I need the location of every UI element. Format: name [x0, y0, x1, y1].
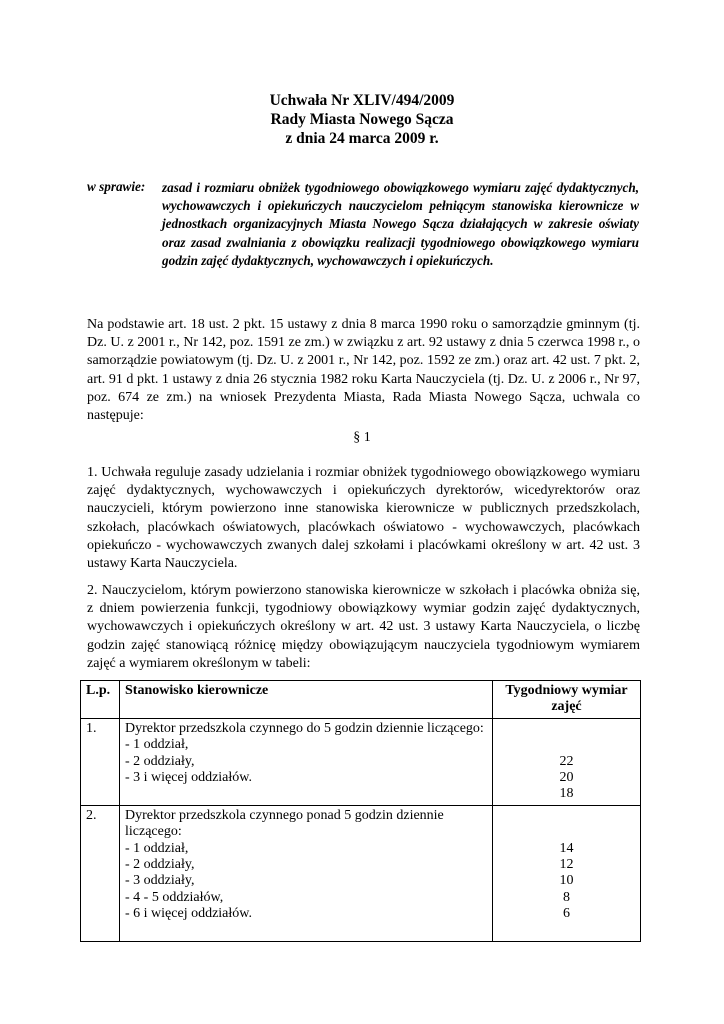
row-position: [120, 805, 493, 941]
hours-value: 20: [559, 770, 574, 786]
resolution-date: z dnia 24 marca 2009 r.: [285, 130, 439, 147]
row-title: Dyrektor przedszkola czynnego do 5 godzin dziennie liczącego:: [125, 720, 484, 736]
row-item: - 2 oddziały,: [125, 857, 195, 873]
hours-value: 14: [559, 840, 574, 856]
subject-label: w sprawie:: [87, 179, 146, 194]
header-lp: L.p.: [81, 681, 120, 719]
hours-value: 8: [563, 889, 570, 905]
table-row: [81, 805, 641, 941]
council-name: Rady Miasta Nowego Sącza: [270, 111, 454, 128]
point-2-paragraph: 2. Nauczycielom, którym powierzono stanowiska kierownicze w szkołach i placówka obniża się, z dniem powierzenia funkcji, tygodniowy obowiązkowy wymiar godzin zajęć dydaktycznych, wychowawczych i opiekuńczych określony w art. 42 ust. 3 ustawy Karta Nauczyciela, o liczbę godzin zajęć stanowiącą różnicę między obowiązującym nauczyciela tygodniowym wymiarem zajęć a wymiarem określonym w tabeli:: [87, 583, 640, 671]
row-item: - 4 - 5 oddziałów,: [125, 889, 224, 905]
hours-value: 22: [559, 753, 574, 769]
row-hours: [493, 805, 641, 941]
row-title: Dyrektor przedszkola czynnego ponad 5 godzin dziennie liczącego:: [125, 807, 444, 840]
hours-value: 18: [559, 786, 574, 802]
row-item: - 1 oddział,: [125, 737, 189, 753]
row-item: - 3 i więcej oddziałów.: [125, 770, 252, 786]
section-mark: § 1: [353, 430, 371, 445]
hours-value: 12: [559, 857, 574, 873]
legal-basis-paragraph: Na podstawie art. 18 ust. 2 pkt. 15 ustawy z dnia 8 marca 1990 roku o samorządzie gminnym (tj. Dz. U. z 2001 r., Nr 142, poz. 1591 ze zm.) w związku z art. 92 ustawy z dnia 5 czerwca 1998 r., o samorządzie powiatowym (tj. Dz. U. z 2001 r., Nr 142, poz. 1592 ze zm.) oraz art. 42 ust. 7 pkt. 2, art. 91 d pkt. 1 ustawy z dnia 26 stycznia 1982 roku Karta Nauczyciela (tj. Dz. U. z 2006 r., Nr 97, poz. 674 ze zm.) na wniosek Prezydenta Miasta, Rada Miasta Nowego Sącza, uchwala co następuje:: [87, 317, 640, 424]
row-hours: [493, 718, 641, 805]
hours-value: 10: [559, 873, 574, 889]
row-item: - 2 oddziały,: [125, 753, 195, 769]
hours-value: 6: [563, 906, 570, 922]
header-hours: Tygodniowy wymiar zajęć: [493, 681, 641, 719]
table-header-row: [81, 681, 641, 719]
row-item: - 1 oddział,: [125, 840, 189, 856]
header-position: Stanowisko kierownicze: [120, 681, 493, 719]
row-item: - 6 i więcej oddziałów.: [125, 906, 252, 922]
point-1-paragraph: 1. Uchwała reguluje zasady udzielania i rozmiar obniżek tygodniowego obowiązkowego wymiaru zajęć dydaktycznych, wychowawczych i opiekuńczych dyrektorów, wicedyrektorów oraz nauczycieli, którym powierzono inne stanowiska kierownicze w publicznych przedszkolach, szkołach, placówkach oświatowych, placówkach oświatowo - wychowawczych, placówkach opiekuńczo - wychowawczych zwanych dalej szkołami i placówkami określony w art. 42 ust. 3 ustawy Karta Nauczyciela.: [87, 465, 640, 572]
resolution-number: Uchwała Nr XLIV/494/2009: [269, 92, 455, 109]
subject-text: zasad i rozmiaru obniżek tygodniowego obowiązkowego wymiaru zajęć dydaktycznych, wychowawczych i opiekuńczych nauczycielom pełniącym stanowiska kierownicze w jednostkach organizacyjnych Miasta Nowego Sącza działających w zakresie oświaty oraz zasad zwalniania z obowiązku realizacji tygodniowego obowiązkowego wymiaru godzin zajęć dydaktycznych, wychowawczych i opiekuńczych.: [162, 180, 639, 268]
row-item: - 3 oddziały,: [125, 873, 195, 889]
reduction-table: [80, 680, 641, 942]
row-lp: 1.: [81, 718, 120, 805]
row-lp: 2.: [81, 805, 120, 941]
row-position: [120, 718, 493, 805]
table-row: [81, 718, 641, 805]
